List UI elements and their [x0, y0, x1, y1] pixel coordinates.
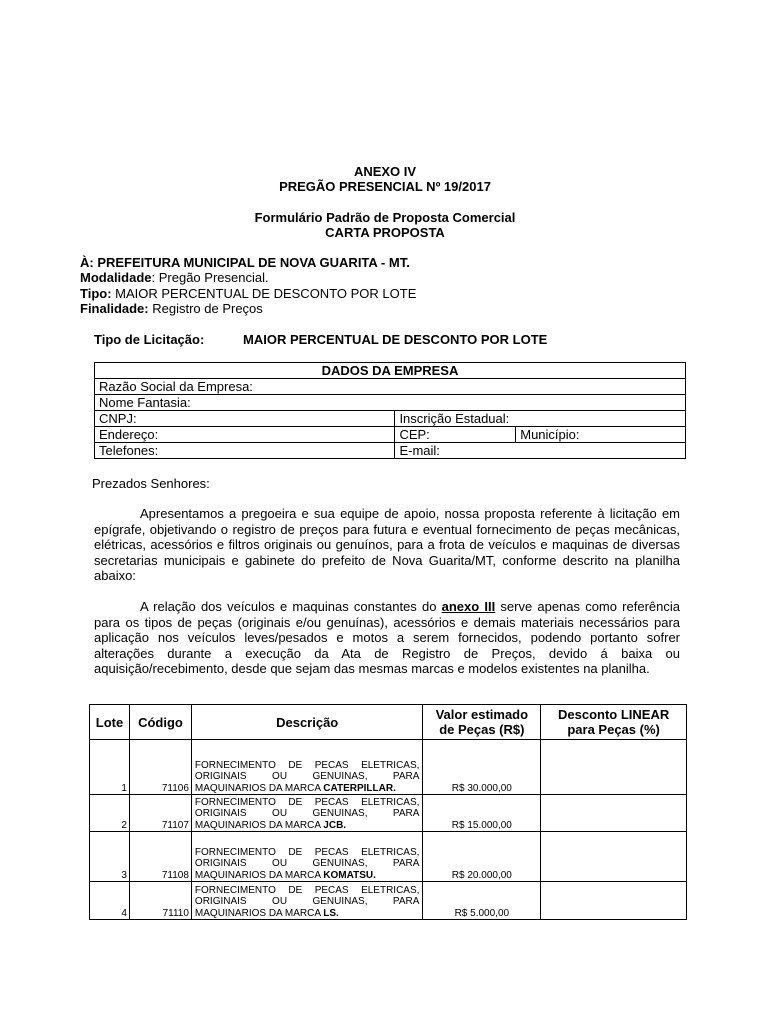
row-marca: CATERPILLAR. [323, 782, 396, 794]
row-valor: R$ 5.000,00 [423, 882, 541, 920]
email-field[interactable]: E-mail: [395, 443, 686, 459]
purpose-value: Registro de Preços [148, 301, 263, 316]
modality-line [80, 270, 269, 285]
paragraph-2-after: serve apenas como referência para os tipos de peças (originais e/ou genuínas), acessórios e demais materiais necessários para aplicação nos veículos leves/pesados e motos a serem fornecidos, podendo portanto sofrer alterações durante a execução da Ata de Registro de Preços, devido á baixa ou aquisição/recebimento, desde que sejam das mesmas marcas e modelos existentes na planilha. [94, 599, 680, 676]
bid-type-value: MAIOR PERCENTUAL DE DESCONTO POR LOTE [243, 332, 548, 347]
header-desconto: Desconto LINEAR para Peças (%) [541, 705, 687, 740]
row-marca: JCB. [323, 819, 347, 831]
company-data-header: DADOS DA EMPRESA [95, 363, 686, 379]
row-descricao [191, 882, 423, 920]
header-codigo: Código [129, 705, 191, 740]
row-valor: R$ 20.000,00 [423, 832, 541, 882]
row-descricao [191, 795, 423, 832]
paragraph-1 [94, 506, 680, 584]
purpose-line [80, 301, 263, 316]
greeting: Prezados Senhores: [92, 476, 210, 491]
row-descricao [191, 832, 423, 882]
purpose-label: Finalidade: [80, 301, 149, 316]
annex-title: ANEXO IV [353, 164, 417, 179]
type-value: MAIOR PERCENTUAL DE DESCONTO POR LOTE [111, 286, 417, 301]
city-field[interactable]: Município: [516, 427, 686, 443]
header-valor: Valor estimado de Peças (R$) [423, 705, 541, 740]
state-registration-field[interactable]: Inscrição Estadual: [395, 411, 686, 427]
row-descricao-text: FORNECIMENTO DE PECAS ELETRICAS, ORIGINAIS OU GENUINAS, PARA MAQUINARIOS DA MARCA [194, 846, 420, 881]
row-desconto-input[interactable] [541, 882, 687, 920]
type-label: Tipo: [80, 286, 112, 301]
cnpj-field[interactable]: CNPJ: [95, 411, 395, 427]
pregao-title: PREGÃO PRESENCIAL Nº 19/2017 [279, 179, 491, 194]
table-row [90, 832, 687, 882]
items-table [89, 704, 687, 920]
proposal-title: CARTA PROPOSTA [325, 225, 445, 240]
modality-value: : Pregão Presencial. [151, 270, 269, 285]
address-field[interactable]: Endereço: [95, 427, 395, 443]
row-descricao-text: FORNECIMENTO DE PECAS ELETRICAS, ORIGINAIS OU GENUINAS, PARA MAQUINARIOS DA MARCA [194, 796, 420, 831]
row-lote: 2 [90, 795, 130, 832]
paragraph-1-text: Apresentamos a pregoeira e sua equipe de apoio, nossa proposta referente à licitação em epígrafe, objetivando o registro de preços para futura e eventual fornecimento de peças mecânicas, elétricas, acessórios e filtros originais ou genuínos, para a frota de veículos e maquinas de diversas secretarias municipais e gabinete do prefeito de Nova Guarita/MT, conforme descrito na planilha abaixo: [94, 506, 680, 583]
row-lote: 1 [90, 740, 130, 795]
header-descricao: Descrição [191, 705, 423, 740]
row-lote: 3 [90, 832, 130, 882]
paragraph-2-before: A relação dos veículos e maquinas constantes do [140, 599, 442, 614]
paragraph-2 [94, 599, 680, 677]
header-lote: Lote [90, 705, 130, 740]
row-codigo: 71107 [129, 795, 191, 832]
company-data-table [94, 362, 686, 459]
row-valor: R$ 30.000,00 [423, 740, 541, 795]
row-descricao-text: FORNECIMENTO DE PECAS ELETRICAS, ORIGINAIS OU GENUINAS, PARA MAQUINARIOS DA MARCA [194, 759, 420, 794]
form-title: Formulário Padrão de Proposta Comercial [254, 210, 516, 225]
row-codigo: 71110 [129, 882, 191, 920]
row-desconto-input[interactable] [541, 832, 687, 882]
modality-label: Modalidade [80, 270, 152, 285]
table-row [90, 740, 687, 795]
row-marca: LS. [323, 907, 339, 919]
cep-field[interactable]: CEP: [395, 427, 516, 443]
table-row [90, 882, 687, 920]
row-desconto-input[interactable] [541, 795, 687, 832]
row-codigo: 71106 [129, 740, 191, 795]
bid-type-label: Tipo de Licitação: [94, 332, 205, 347]
table-row [90, 795, 687, 832]
row-descricao [191, 740, 423, 795]
row-descricao-text: FORNECIMENTO DE PECAS ELETRICAS, ORIGINAIS OU GENUINAS, PARA MAQUINARIOS DA MARCA [194, 884, 420, 919]
row-codigo: 71108 [129, 832, 191, 882]
row-marca: KOMATSU. [323, 869, 376, 881]
trade-name-field[interactable]: Nome Fantasia: [95, 395, 686, 411]
row-desconto-input[interactable] [541, 740, 687, 795]
annex-iii-link[interactable]: anexo III [441, 599, 496, 614]
company-name-field[interactable]: Razão Social da Empresa: [95, 379, 686, 395]
row-valor: R$ 15.000,00 [423, 795, 541, 832]
type-line [80, 286, 416, 301]
phones-field[interactable]: Telefones: [95, 443, 395, 459]
row-lote: 4 [90, 882, 130, 920]
recipient: À: PREFEITURA MUNICIPAL DE NOVA GUARITA - MT. [80, 255, 410, 270]
